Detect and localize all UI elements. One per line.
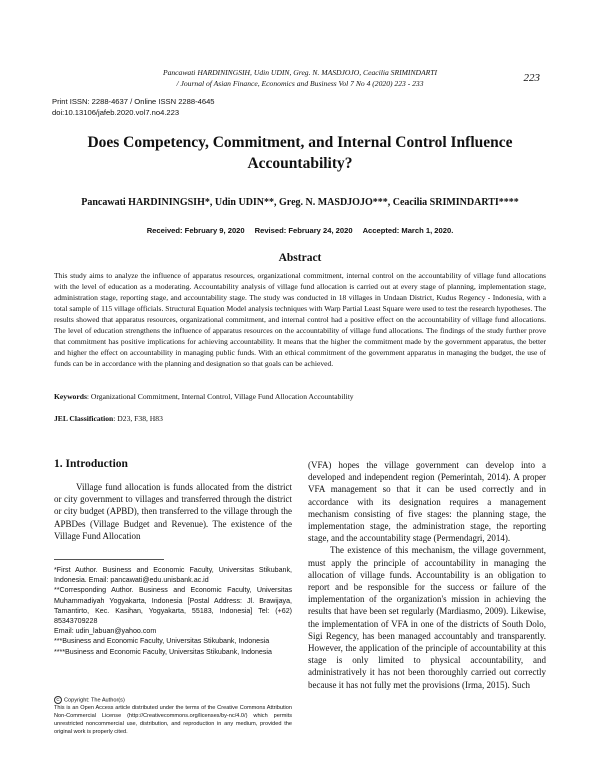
copyright-line xyxy=(54,696,292,705)
paper-title xyxy=(60,132,540,174)
license-notice xyxy=(54,696,292,736)
running-header-journal: / Journal of Asian Finance, Economics and Business Vol 7 No 4 (2020) 223 - 233 xyxy=(176,79,424,88)
accepted-date: Accepted: March 1, 2020. xyxy=(362,226,454,235)
introduction-paragraph-2: (VFA) hopes the village government can develop into a developed and independent region (Pemerintah, 2014). A proper VFA management so that it can be used correctly and in accordance with its designation requires a management mechanism consisting of five stages: the planning stage, the implementation stage, the administration stage, the reporting stage, and the accountability stage (Permendagri, 2014). xyxy=(308,460,546,544)
introduction-paragraph-3: The existence of this mechanism, the village government, must apply the principle of accountability in managing the allocation of village funds. Accountability is an obligation to report and be responsible for the success or failure of the implementation of the organization's mission in achieving the results that have been set regularly (Mardiasmo, 2009). Likewise, the implementation of VFA in one of the districts of South Dolo, Sigi Regency, has been managed accountably and transparently. However, the application of the principle of accountability at this stage is only limited to physical accountability, and administratively it has not been thoroughly carried out correctly because it has not fully met the provisions (Irma, 2015). Such xyxy=(308,545,546,690)
footnote-corresponding-email: Email: udin_labuan@yahoo.com xyxy=(54,627,157,636)
paper-title-line-1: Does Competency, Commitment, and Internal Control Influence xyxy=(87,134,513,151)
footnote-fourth-author: ****Business and Economic Faculty, Universitas Stikubank, Indonesia xyxy=(54,647,272,656)
copyright-icon: C xyxy=(54,696,62,704)
author-list: Pancawati HARDININGSIH*, Udin UDIN**, Greg. N. MASDJOJO***, Ceacilia SRIMINDARTI**** xyxy=(81,197,519,208)
abstract-heading: Abstract xyxy=(278,252,322,264)
revised-date: Revised: February 24, 2020 xyxy=(254,226,353,235)
doi-line: doi:10.13106/jafeb.2020.vol7.no4.223 xyxy=(52,107,180,117)
jel-label: JEL Classification xyxy=(54,414,114,423)
issn-line: Print ISSN: 2288-4637 / Online ISSN 2288-4645 xyxy=(52,97,215,106)
footnote-divider xyxy=(54,559,164,560)
keywords xyxy=(54,392,546,401)
jel-codes: : D23, F38, H83 xyxy=(113,414,163,423)
right-column xyxy=(308,459,546,691)
copyright-text: Copyright: The Author(s) xyxy=(64,697,125,704)
jel-classification xyxy=(54,414,546,423)
keywords-label: Keywords xyxy=(54,392,87,401)
keywords-text: : Organizational Commitment, Internal Control, Village Fund Allocation Accountability xyxy=(86,392,354,401)
left-column xyxy=(54,458,292,542)
abstract-body: This study aims to analyze the influence of apparatus resources, organizational commitment, internal control on the accountability of village fund allocations with the level of education as a moderating. Accountability analysis of village fund allocation is carried out at every stage of planning, implementation stage, administration stage, reporting stage, and accountability stage. The study was conducted in 18 villages in Undaan District, Kudus Regency - Indonesia, with a total sample of 115 village officials. Structural Equation Model analysis techniques with Warp Partial Least Square were used to test the research hypotheses. The results showed that apparatus resources, organizational commitment, and internal control had a positive effect on the accountability of village fund allocations. The level of education strengthens the influence of apparatus resources on the accountability of village fund allocations. The findings of the study further prove that commitment has positive implications for achieving accountability. It means that the higher the commitment made by the government apparatus, the better and higher the effect on accountability in managing public funds. With an ethical commitment of the government apparatus in managing the budget, the use of funds can be in accordance with the planning and designation so that goals can be achieved. xyxy=(54,271,546,368)
introduction-paragraph-1: Village fund allocation is funds allocated from the district or city government to villages and transferred through the district or city budget (APBD), then transferred to the village through the APBDes (Village Budget and Revenue). The existence of the Village Fund Allocation xyxy=(54,482,292,541)
received-date: Received: February 9, 2020 xyxy=(146,226,245,235)
license-text: This is an Open Access article distributed under the terms of the Creative Commons Attribution Non-Commercial License (http://Creativecommons.org/licenses/by-nc/4.0/) which permits unrestricted noncommercial use, distribution, and reproduction in any medium, provided the original work is properly cited. xyxy=(54,705,292,735)
footnote-first-author: *First Author. Business and Economic Faculty, Universitas Stikubank, Indonesia. Email: pancawati@edu.unisbank.ac.id xyxy=(54,566,292,585)
paper-title-line-2: Accountability? xyxy=(247,155,353,172)
footnote-corresponding-author: **Corresponding Author. Business and Economic Faculty, Universitas Muhammadiyah Yogyakarta, Indonesia [Postal Address: Jl. Brawijaya, Tamantirto, Kec. Kasihan, Yogyakarta, 55183, Indonesia] Tel: (+62) 85343709228 xyxy=(54,586,292,626)
running-header xyxy=(80,67,520,89)
introduction-heading: 1. Introduction xyxy=(54,458,128,470)
running-header-authors: Pancawati HARDININGSIH, Udin UDIN, Greg. N. MASDJOJO, Ceacilia SRIMINDARTI xyxy=(162,68,438,77)
page-number: 223 xyxy=(523,72,540,84)
issn-block xyxy=(52,97,215,118)
footnotes xyxy=(54,565,292,657)
footnote-third-author: ***Business and Economic Faculty, Universitas Stikubank, Indonesia xyxy=(54,637,270,646)
submission-dates xyxy=(60,226,540,235)
